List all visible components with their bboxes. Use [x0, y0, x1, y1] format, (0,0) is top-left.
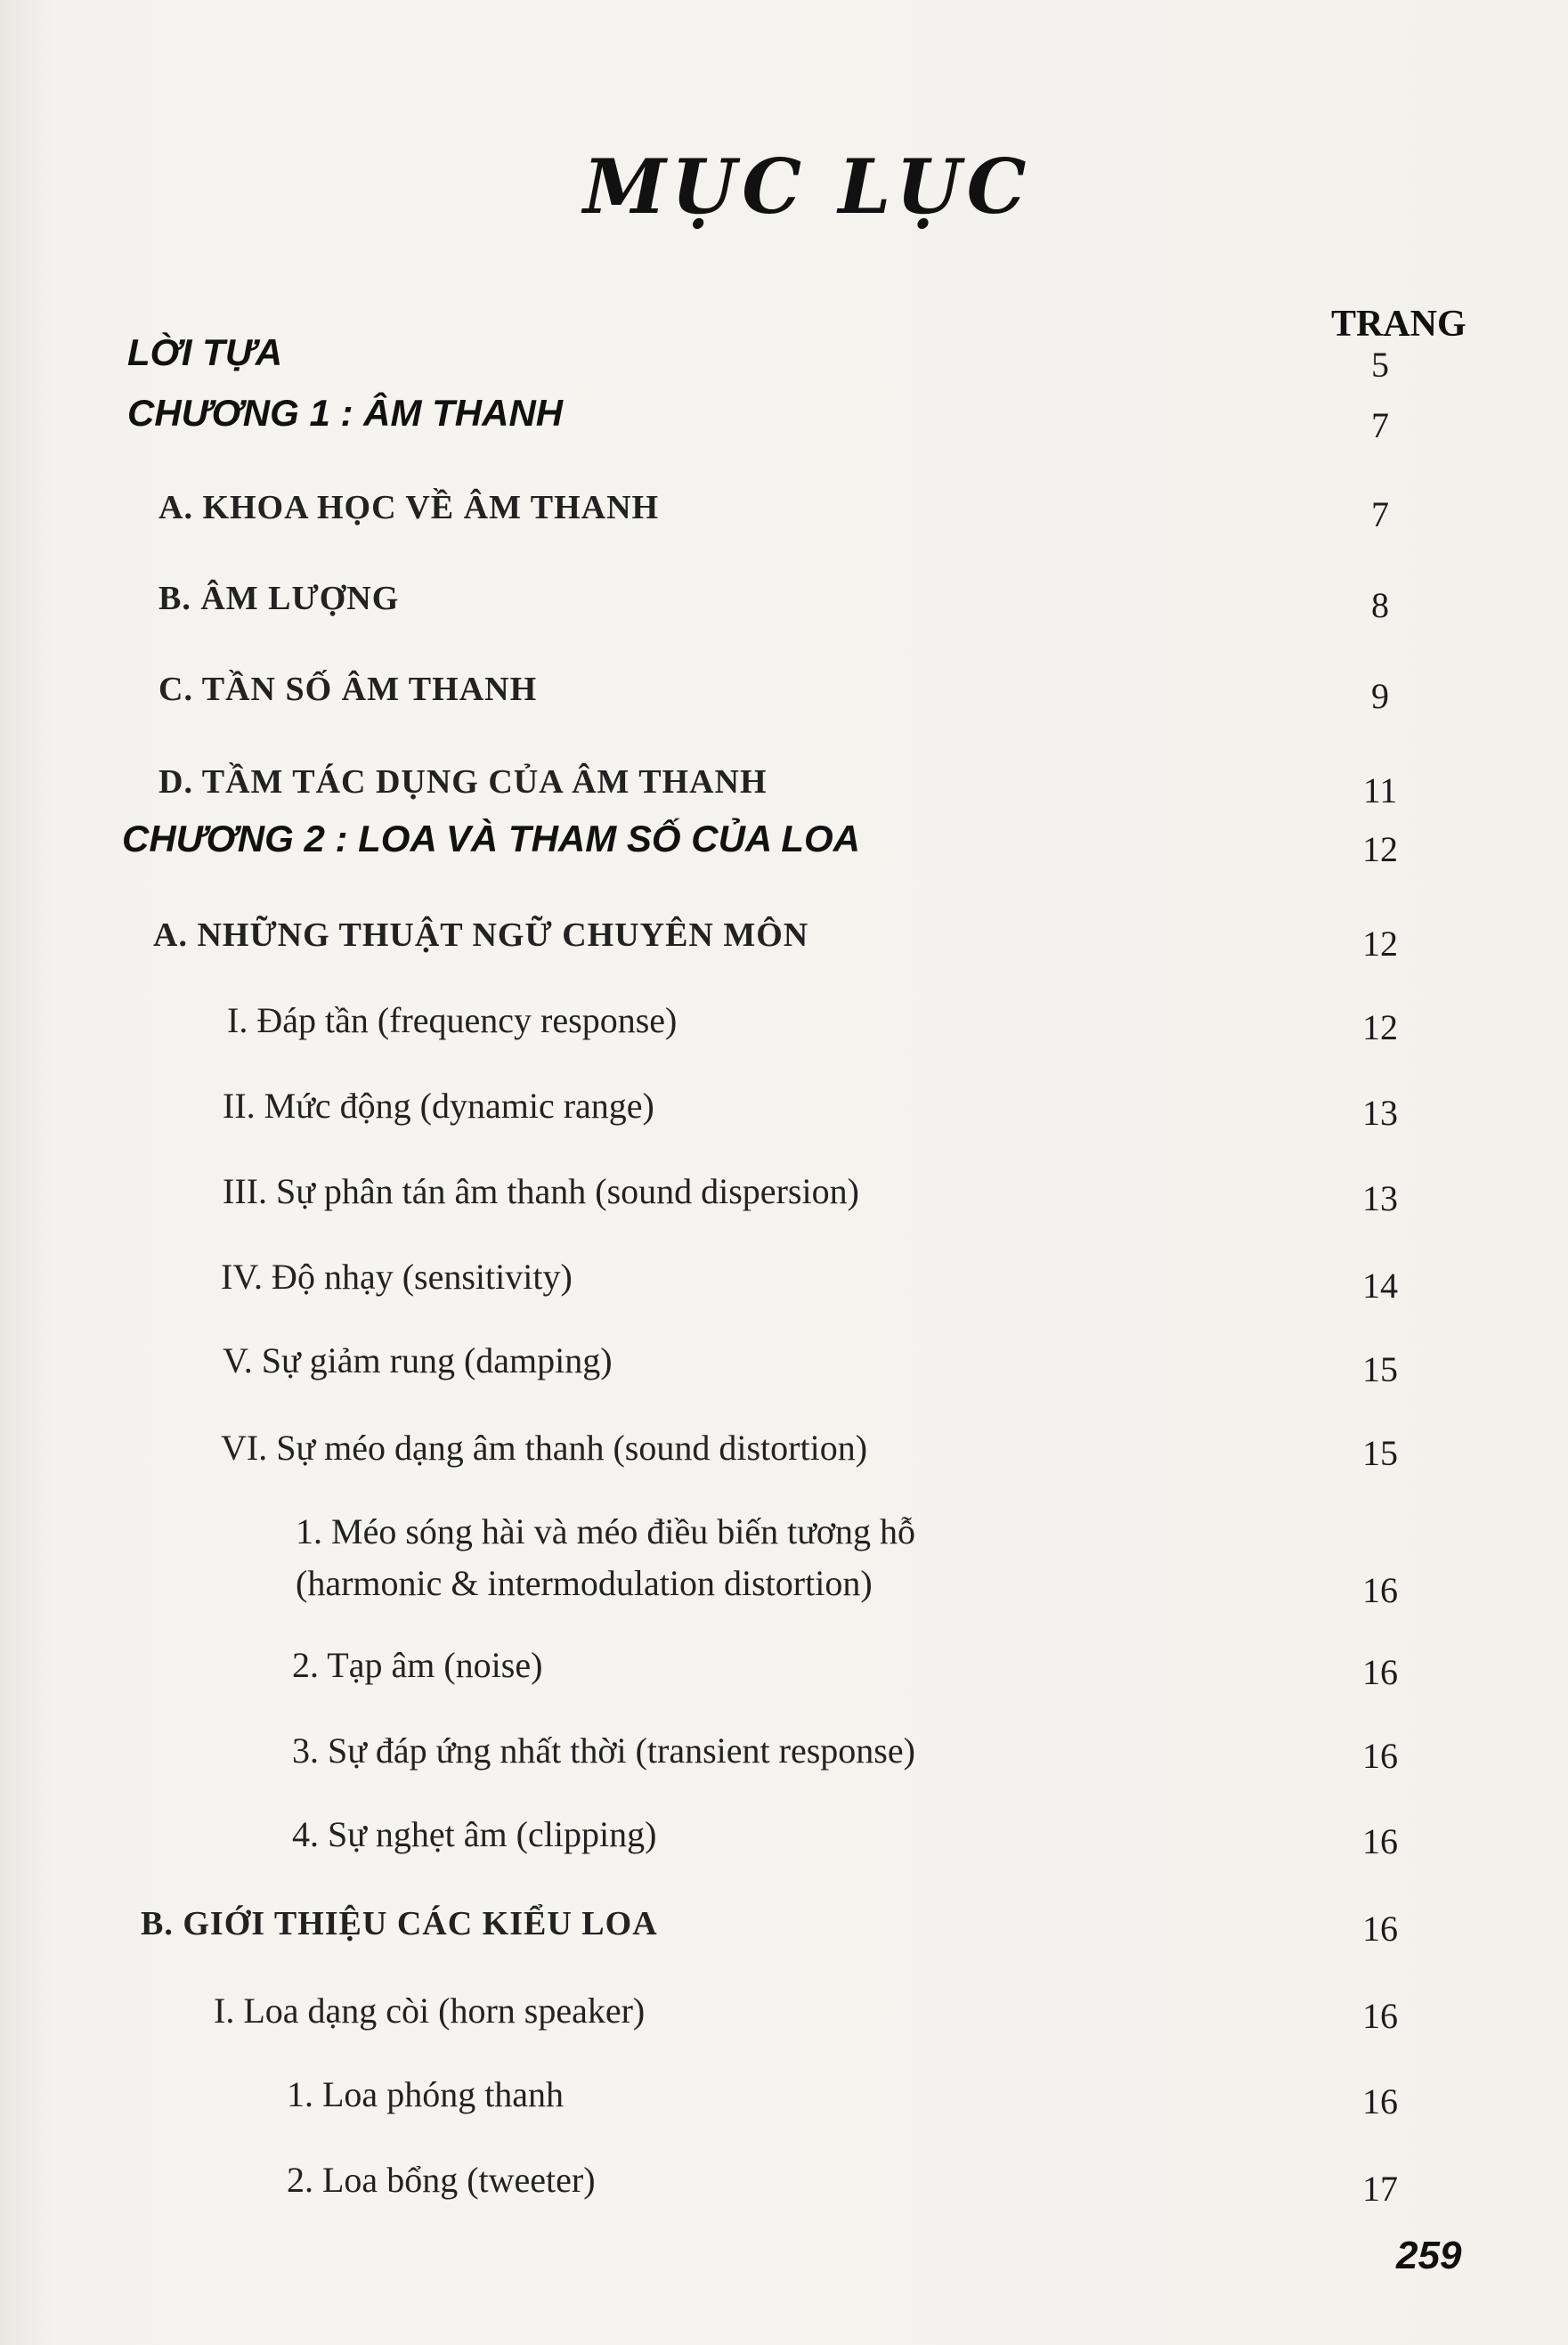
toc-entry-page: 17 [1362, 2169, 1398, 2209]
toc-entry-title: A. KHOA HỌC VỀ ÂM THANH [158, 489, 660, 526]
toc-entry-page: 15 [1362, 1433, 1398, 1473]
toc-entry-title: 4. Sự nghẹt âm (clipping) [292, 1814, 657, 1854]
toc-entry-page: 12 [1362, 829, 1398, 869]
toc-entry [0, 1644, 1568, 1706]
toc-entry-title: 1. Loa phóng thanh [287, 2074, 565, 2114]
toc-entry-page: 16 [1362, 1821, 1398, 1861]
toc-entry-page: 9 [1371, 676, 1389, 716]
toc-entry [0, 1990, 1568, 2052]
toc-entry-title: D. TẦM TÁC DỤNG CỦA ÂM THANH [158, 763, 768, 801]
toc-entry-title-continued: (harmonic & intermodulation distortion) [296, 1563, 873, 1603]
toc-entry-title: B. GIỚI THIỆU CÁC KIỂU LOA [141, 1905, 658, 1942]
toc-entry [0, 2159, 1568, 2221]
toc-entry-title: B. ÂM LƯỢNG [158, 580, 400, 617]
toc-entry [0, 1730, 1568, 1792]
toc-entry-title: 1. Méo sóng hài và méo điều biến tương hỗ [296, 1511, 916, 1551]
toc-entry-page: 8 [1371, 585, 1389, 625]
toc-entry-page: 11 [1362, 770, 1398, 810]
toc-entry-page: 7 [1371, 405, 1389, 445]
toc-entry [0, 579, 1568, 641]
toc-entry [0, 916, 1568, 978]
toc-entry-page: 16 [1362, 2081, 1398, 2121]
toc-entry [0, 1427, 1568, 1489]
toc-entry-title: 2. Tạp âm (noise) [292, 1645, 543, 1685]
toc-entry-title: 3. Sự đáp ứng nhất thời (transient response) [292, 1730, 915, 1771]
toc-entry [0, 1256, 1568, 1318]
page-number: 259 [1396, 2234, 1462, 2277]
toc-entry-title: C. TẦN SỐ ÂM THANH [158, 671, 538, 708]
toc-entry [0, 1085, 1568, 1147]
toc-entry-title: II. Mức động (dynamic range) [223, 1086, 654, 1126]
toc-entry [0, 331, 1568, 394]
toc-entry [0, 1904, 1568, 1966]
toc-entry-title: CHƯƠNG 1 : ÂM THANH [127, 392, 564, 434]
toc-entry-page: 16 [1362, 1736, 1398, 1776]
toc-entry-page: 16 [1362, 1570, 1398, 1610]
page-title: MỤC LỤC [583, 142, 1032, 231]
toc-entry-title: CHƯƠNG 2 : LOA VÀ THAM SỐ CỦA LOA [122, 818, 861, 859]
toc-entry [0, 2073, 1568, 2136]
toc-entry-title: 2. Loa bổng (tweeter) [287, 2160, 596, 2200]
toc-entry [0, 999, 1568, 1062]
toc-entry-page: 12 [1362, 1007, 1398, 1047]
toc-entry [0, 1170, 1568, 1233]
toc-entry-page: 13 [1362, 1178, 1398, 1218]
page-column-header: TRANG [1331, 304, 1466, 345]
toc-entry [0, 488, 1568, 550]
toc-entry [0, 1813, 1568, 1876]
toc-entry-title: V. Sự giảm rung (damping) [223, 1340, 613, 1380]
toc-entry-page: 14 [1362, 1266, 1398, 1306]
toc-entry-page: 16 [1362, 1909, 1398, 1949]
toc-entry-page: 5 [1371, 345, 1389, 385]
toc-entry-page: 12 [1362, 924, 1398, 964]
toc-entry [0, 1339, 1568, 1402]
toc-entry-page: 16 [1362, 1652, 1398, 1692]
toc-entry-title: III. Sự phân tán âm thanh (sound dispersion) [223, 1171, 859, 1211]
toc-entry [0, 670, 1568, 732]
toc-entry-title: LỜI TỰA [127, 331, 283, 373]
toc-entry [0, 392, 1568, 454]
toc-entry-page: 16 [1362, 1996, 1398, 2036]
toc-entry-page: 13 [1362, 1093, 1398, 1133]
toc-entry-page: 7 [1371, 494, 1389, 534]
toc-entry-title: IV. Độ nhạy (sensitivity) [221, 1257, 573, 1297]
toc-entry-title: I. Loa dạng còi (horn speaker) [214, 1991, 646, 2031]
toc-entry [0, 818, 1568, 880]
toc-entry [0, 1510, 1568, 1626]
toc-entry-title: A. NHỮNG THUẬT NGỮ CHUYÊN MÔN [153, 916, 809, 954]
toc-entry-page: 15 [1362, 1349, 1398, 1389]
toc-entry-title: VI. Sự méo dạng âm thanh (sound distortion) [221, 1428, 868, 1468]
toc-entry-title: I. Đáp tần (frequency response) [227, 1000, 678, 1040]
toc-entry [0, 762, 1568, 825]
